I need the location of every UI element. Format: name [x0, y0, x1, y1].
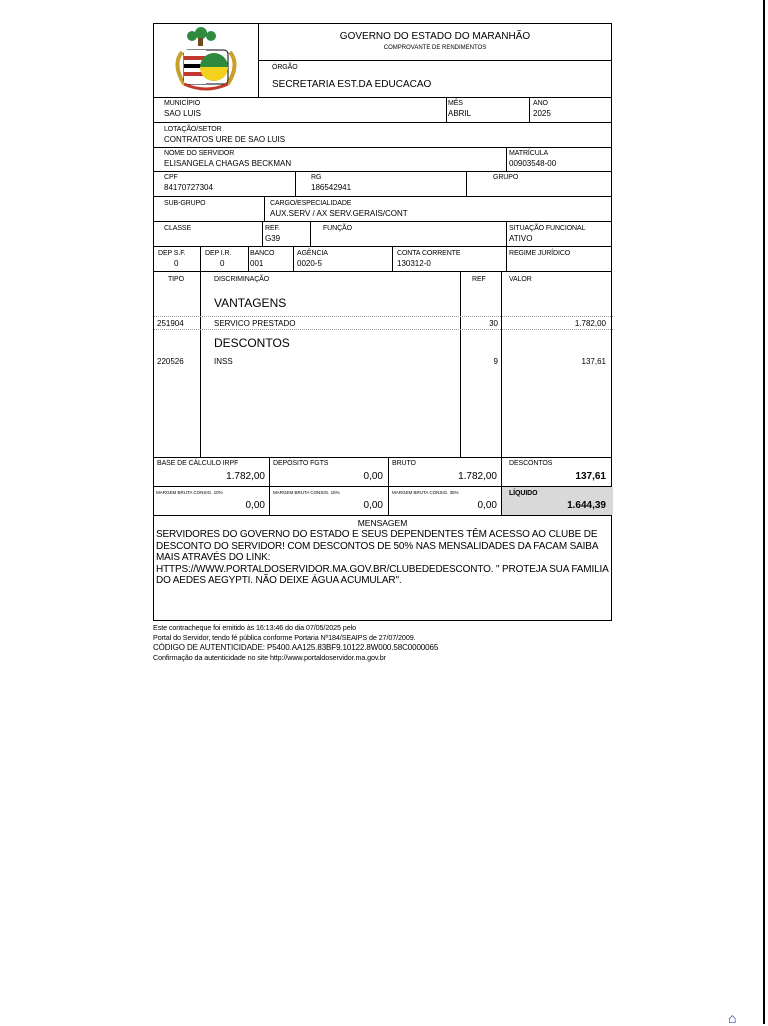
conta-label: CONTA CORRENTE — [397, 250, 461, 257]
municipio-row — [154, 98, 611, 123]
totals-row — [154, 458, 611, 487]
footer — [153, 623, 612, 663]
fgts-label: DEPÓSITO FGTS — [273, 460, 329, 467]
vantagem-valor: 1.782,00 — [574, 319, 606, 328]
discriminacao-header: DISCRIMINAÇÃO — [214, 276, 270, 283]
mes-value: ABRIL — [448, 109, 472, 118]
lotacao-value: CONTRATOS URE DE SAO LUIS — [164, 135, 286, 144]
ref-header: REF — [472, 276, 486, 283]
coat-of-arms — [154, 24, 258, 97]
liquido-box — [502, 487, 613, 515]
cargo-label: CARGO/ESPECIALIDADE — [270, 200, 352, 207]
lotacao-row — [154, 123, 611, 148]
desconto-descricao: INSS — [214, 357, 233, 366]
liquido-label: LÍQUIDO — [509, 490, 538, 497]
mensagem-title: MENSAGEM — [357, 518, 408, 528]
orgao-value: SECRETARIA EST.DA EDUCACAO — [272, 79, 432, 90]
ano-label: ANO — [533, 100, 548, 107]
coat-of-arms-icon — [154, 24, 258, 97]
subgrupo-label: SUB-GRUPO — [164, 200, 206, 207]
ano-value: 2025 — [533, 109, 551, 118]
bruto-value: 1.782,00 — [458, 471, 497, 482]
cpf-label: CPF — [164, 174, 178, 181]
valor-header: VALOR — [509, 276, 532, 283]
footer-line-1: Este contracheque foi emitido às 16:13:46 do dia 07/05/2025 pelo — [153, 623, 356, 632]
servidor-row — [154, 148, 611, 172]
rg-value: 186542941 — [311, 183, 352, 192]
municipio-value: SAO LUIS — [164, 109, 201, 118]
agencia-label: AGÊNCIA — [297, 250, 328, 257]
orgao-label: ÓRGÃO — [272, 64, 298, 71]
document-title: GOVERNO DO ESTADO DO MARANHÃO — [339, 31, 531, 42]
matricula-label: MATRÍCULA — [509, 150, 549, 157]
vantagem-row — [154, 316, 613, 330]
banco-row — [154, 247, 611, 272]
margem-10-value: 0,00 — [245, 500, 265, 511]
corner-mark-icon: ⌂ — [728, 1010, 737, 1026]
cargo-value: AUX.SERV / AX SERV.GERAIS/CONT — [270, 209, 408, 218]
payslip-document — [153, 23, 612, 663]
vantagem-ref: 30 — [489, 319, 498, 328]
depsf-label: DEP S.F. — [158, 250, 186, 257]
descontos-total-label: DESCONTOS — [509, 460, 553, 467]
banco-label: BANCO — [250, 250, 275, 257]
documentos-row — [154, 172, 611, 197]
margem-35-label: MARGEM BRUTA CONSIG. 35% — [392, 490, 459, 495]
items-area — [154, 272, 611, 458]
agencia-value: 0020-5 — [297, 259, 322, 268]
classe-label: CLASSE — [164, 225, 192, 232]
margem-10-label: MARGEM BRUTA CONSIG. 10% — [156, 490, 223, 495]
ref-value: G39 — [265, 234, 281, 243]
nome-label: NOME DO SERVIDOR — [164, 150, 235, 157]
desconto-ref: 9 — [493, 357, 498, 366]
vantagem-tipo: 251904 — [157, 319, 184, 328]
descontos-total-value: 137,61 — [575, 471, 606, 482]
vantagem-descricao: SERVICO PRESTADO — [214, 319, 296, 328]
base-irpf-value: 1.782,00 — [226, 471, 265, 482]
mensagem-text: SERVIDORES DO GOVERNO DO ESTADO E SEUS DEPENDENTES TÊM ACESSO AO CLUBE DE DESCONTO DO SERVIDOR! COM DESCONTOS DE 50% NAS MENSALIDADES DA FACAM SAIBA MAIS ATRAVÉS DO LINK: HTTPS://WWW.PORTALDOSERVIDOR.MA.GOV.BR/CLUBEDEDESCONTO. " PROTEJA SUA FAMILIA DO AEDES AEGYPTI. NÃO DEIXE ÁGUA ACUMULAR". — [156, 529, 609, 586]
desconto-tipo: 220526 — [157, 357, 184, 366]
regime-label: REGIME JURÍDICO — [509, 250, 571, 257]
margem-35-value: 0,00 — [477, 500, 497, 511]
cargo-row — [154, 197, 611, 222]
footer-line-2: Portal do Servidor, tendo fé pública conforme Portaria Nº184/SEAIPS de 27/07/2009. — [153, 633, 416, 642]
document-subtitle: COMPROVANTE DE RENDIMENTOS — [383, 45, 487, 51]
desconto-row — [154, 355, 613, 367]
situacao-value: ATIVO — [509, 234, 533, 243]
margem-15-label: MARGEM BRUTA CONSIG. 15% — [273, 490, 340, 495]
mensagem-box — [154, 516, 611, 620]
municipio-label: MUNICÍPIO — [164, 100, 201, 107]
bruto-label: BRUTO — [392, 460, 416, 467]
banco-value: 001 — [250, 259, 264, 268]
vantagens-title: VANTAGENS — [214, 296, 287, 310]
page-edge-line — [763, 0, 765, 1024]
nome-value: ELISANGELA CHAGAS BECKMAN — [164, 159, 292, 168]
liquido-value: 1.644,39 — [567, 500, 606, 511]
matricula-value: 00903548-00 — [509, 159, 557, 168]
lotacao-label: LOTAÇÃO/SETOR — [164, 126, 222, 133]
margem-15-value: 0,00 — [363, 500, 383, 511]
mes-label: MÊS — [448, 100, 463, 107]
fgts-value: 0,00 — [363, 471, 383, 482]
desconto-valor: 137,61 — [581, 357, 606, 366]
depir-label: DEP I.R. — [205, 250, 232, 257]
depsf-value: 0 — [174, 259, 179, 268]
grupo-label: GRUPO — [493, 174, 519, 181]
conta-value: 130312-0 — [397, 259, 431, 268]
funcao-label: FUNÇÃO — [323, 225, 352, 232]
footer-line-4: Confirmação da autenticidade no site http://www.portaldoservidor.ma.gov.br — [153, 653, 386, 662]
base-irpf-label: BASE DE CÁLCULO IRPF — [157, 460, 239, 467]
ref-label: REF. — [265, 225, 280, 232]
tipo-header: TIPO — [168, 276, 184, 283]
header-row — [154, 24, 611, 98]
payslip-form — [153, 23, 612, 621]
descontos-title: DESCONTOS — [214, 336, 290, 350]
margens-row — [154, 487, 611, 516]
depir-value: 0 — [220, 259, 225, 268]
rg-label: RG — [311, 174, 322, 181]
classe-row — [154, 222, 611, 247]
footer-line-3: CÓDIGO DE AUTENTICIDADE: P5400.AA125.83BF9.10122.8W000.58C0000065 — [153, 643, 439, 652]
situacao-label: SITUAÇÃO FUNCIONAL — [509, 225, 586, 232]
cpf-value: 84170727304 — [164, 183, 213, 192]
title-block — [259, 24, 611, 61]
